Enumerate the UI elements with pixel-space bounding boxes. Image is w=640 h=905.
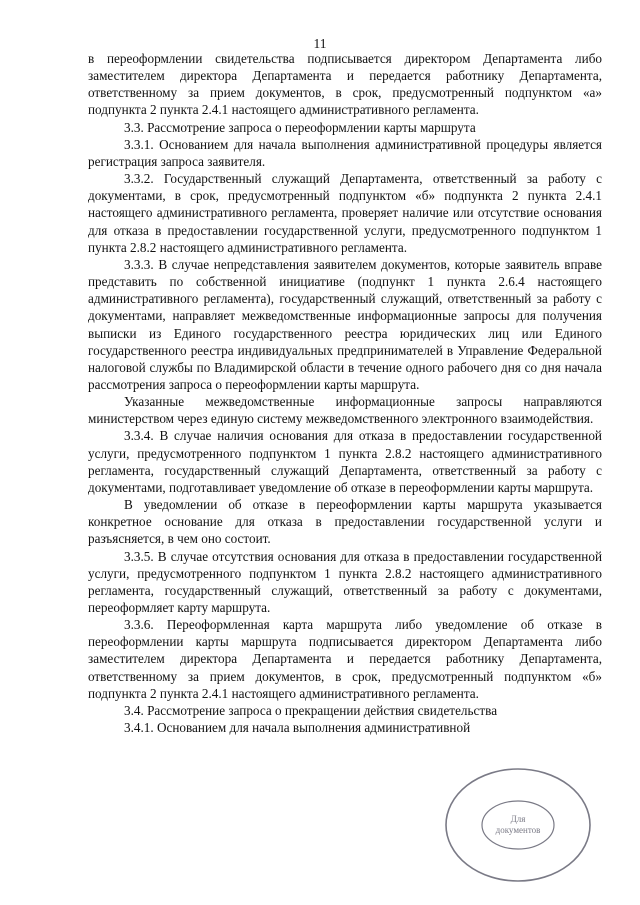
- paragraph-continuation: в переоформлении свидетельства подписывается директором Департамента либо заместителем директора Департамента и передается работнику Департамента, ответственному за прием документов, в срок, предусмотренный подпунктом «а» подпункта 2 пункта 2.4.1 настоящего административного регламента.: [88, 51, 602, 118]
- section-heading-3-3: 3.3. Рассмотрение запроса о переоформлении карты маршрута: [124, 119, 476, 135]
- seal-center-line-1: Для: [510, 814, 526, 824]
- seal-stamp: [443, 766, 593, 884]
- paragraph-refusal-notice: В уведомлении об отказе в переоформлении карты маршрута указывается конкретное основание для отказа в предоставлении государственной услуги и разъясняется, в чем оно состоит.: [88, 497, 602, 547]
- seal-inner-ring: [482, 801, 554, 849]
- section-heading-3-4: 3.4. Рассмотрение запроса о прекращении действия свидетельства: [124, 702, 498, 718]
- paragraph-3-3-3: 3.3.3. В случае непредставления заявителем документов, которые заявитель вправе представить по собственной инициативе (подпункт 1 пункта 2.6.4 настоящего административного регламента), государственный служащий, ответственный за работу с документами, направляет межведомственные информационные запросы для получения выписки из Единого государственного реестра юридических лиц или Единого государственного реестра индивидуальных предпринимателей в Управление Федеральной налоговой службы по Владимирской области в течение одного рабочего дня со дня начала рассмотрения запроса о переоформлении карты маршрута.: [88, 256, 602, 392]
- seal-outer-ring: [446, 769, 590, 881]
- paragraph-3-4-1: 3.4.1. Основанием для начала выполнения административной: [124, 720, 471, 736]
- paragraph-3-3-1: 3.3.1. Основанием для начала выполнения административной процедуры является регистрация запроса заявителя.: [88, 136, 602, 169]
- seal-center-line-2: документов: [495, 825, 541, 835]
- paragraph-3-3-4: 3.3.4. В случае наличия основания для отказа в предоставлении государственной услуги, предусмотренного подпунктом 1 пункта 2.8.2 настоящего административного регламента, государственный служащий Департамента, ответственный за работу с документами, подготавливает уведомление об отказе в переоформлении карты маршрута.: [88, 428, 602, 495]
- paragraph-3-3-5: 3.3.5. В случае отсутствия основания для отказа в предоставлении государственной услуги, предусмотренного подпунктом 1 пункта 2.8.2 настоящего административного регламента, государственный служащий, ответственный за работу с документами, переоформляет карту маршрута.: [88, 548, 602, 615]
- paragraph-3-3-2: 3.3.2. Государственный служащий Департамента, ответственный за работу с документами, в срок, предусмотренный подпунктом «б» подпункта 2 пункта 2.4.1 настоящего административного регламента, проверяет наличие или отсутствие основания для отказа в предоставлении государственной услуги, предусмотренного подпунктом 1 пункта 2.8.2 настоящего административного регламента.: [88, 171, 602, 255]
- paragraph-3-3-6: 3.3.6. Переоформленная карта маршрута либо уведомление об отказе в переоформлении карты маршрута подписывается директором Департамента либо заместителем директора Департамента и передается работнику Департамента, ответственному за прием документов, в срок, предусмотренный подпунктом «б» подпункта 2 пункта 2.4.1 настоящего административного регламента.: [88, 617, 602, 701]
- page-number: 11: [313, 36, 327, 51]
- document-body: [88, 50, 602, 736]
- paragraph-interdepartmental-requests: Указанные межведомственные информационные запросы направляются министерством через единую систему межведомственного электронного взаимодействия.: [88, 394, 602, 427]
- seal-stamp-graphic: [443, 766, 593, 884]
